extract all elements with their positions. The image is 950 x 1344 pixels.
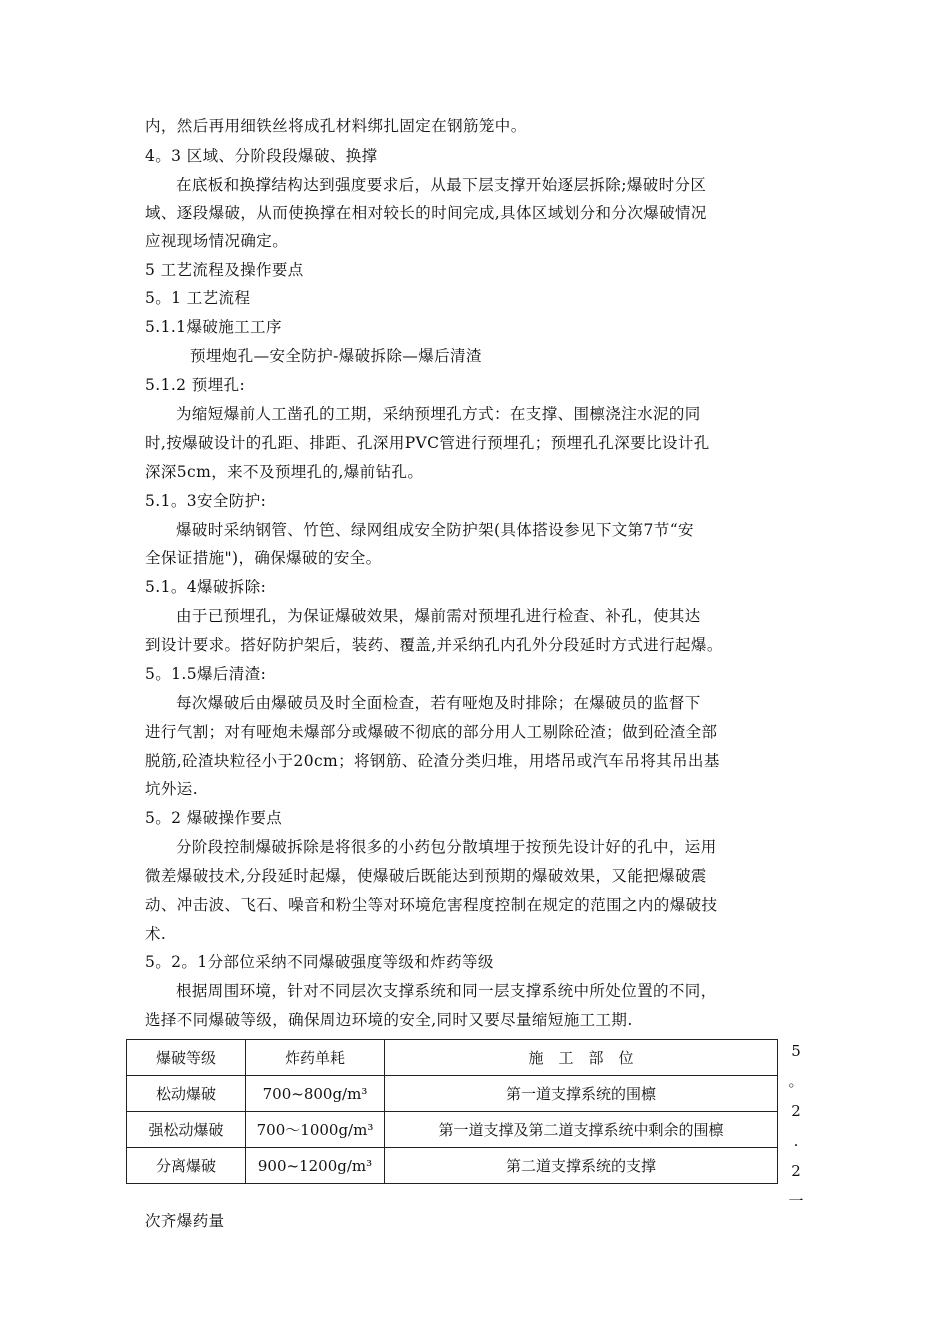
table-header: 炸药单耗 bbox=[246, 1040, 385, 1076]
table-cell: 分离爆破 bbox=[127, 1148, 246, 1184]
paragraph-line: 进行气割；对有哑炮未爆部分或爆破不彻底的部分用人工剔除砼渣；做到砼渣全部 bbox=[145, 723, 718, 741]
paragraph-line: 深深5cm，来不及预埋孔的,爆前钻孔。 bbox=[145, 463, 424, 481]
blasting-grade-table bbox=[126, 1039, 778, 1184]
section-heading: 5.1.2 预埋孔: bbox=[145, 376, 246, 394]
paragraph-line: 为缩短爆前人工凿孔的工期，采纳预埋孔方式：在支撑、围檩浇注水泥的同 bbox=[176, 405, 701, 423]
table-cell: 第一道支撑系统的围檩 bbox=[385, 1076, 778, 1112]
side-note-char: 5 bbox=[791, 1042, 801, 1060]
table-row bbox=[127, 1076, 778, 1112]
section-heading: 5。2。1分部位采纳不同爆破强度等级和炸药等级 bbox=[145, 953, 494, 971]
side-note-char: 一 bbox=[788, 1192, 804, 1210]
table-row bbox=[127, 1148, 778, 1184]
section-heading: 5.1。3安全防护: bbox=[145, 492, 267, 510]
section-heading: 5。2 爆破操作要点 bbox=[145, 809, 283, 827]
paragraph-line: 应视现场情况确定。 bbox=[145, 232, 289, 250]
process-flow-line: 预埋炮孔—安全防护-爆破拆除—爆后清渣 bbox=[190, 347, 482, 365]
vertical-side-note bbox=[786, 1036, 806, 1216]
paragraph-line: 每次爆破后由爆破员及时全面检查，若有哑炮及时排除；在爆破员的监督下 bbox=[176, 694, 701, 712]
table-header-row bbox=[127, 1040, 778, 1076]
section-heading: 5.1.1爆破施工工序 bbox=[145, 318, 282, 336]
table-cell: 700~800g/m³ bbox=[246, 1076, 385, 1112]
paragraph-line: 微差爆破技术,分段延时起爆，使爆破后既能达到预期的爆破效果，又能把爆破震 bbox=[145, 867, 707, 885]
paragraph-line: 脱筋,砼渣块粒径小于20cm；将钢筋、砼渣分类归堆，用塔吊或汽车吊将其吊出基 bbox=[145, 752, 720, 770]
section-heading: 5。1 工艺流程 bbox=[145, 289, 251, 307]
side-note-char: . bbox=[793, 1132, 799, 1150]
section-heading: 5.1。4爆破拆除: bbox=[145, 578, 267, 596]
paragraph-line: 内，然后再用细铁丝将成孔材料绑扎固定在钢筋笼中。 bbox=[145, 117, 527, 135]
side-note-char: 2 bbox=[791, 1102, 801, 1120]
paragraph-line: 在底板和换撑结构达到强度要求后，从最下层支撑开始逐层拆除;爆破时分区 bbox=[176, 176, 707, 194]
paragraph-line: 坑外运. bbox=[145, 780, 199, 798]
section-heading: 5 工艺流程及操作要点 bbox=[145, 261, 304, 279]
side-note-char: 。 bbox=[788, 1072, 804, 1090]
paragraph-line: 时,按爆破设计的孔距、排距、孔深用PVC管进行预埋孔；预埋孔孔深要比设计孔 bbox=[145, 434, 710, 452]
paragraph-line: 域、逐段爆破，从而使换撑在相对较长的时间完成,具体区域划分和分次爆破情况 bbox=[145, 204, 707, 222]
table-cell: 松动爆破 bbox=[127, 1076, 246, 1112]
paragraph-line: 动、冲击波、飞石、噪音和粉尘等对环境危害程度控制在规定的范围之内的爆破技 bbox=[145, 896, 718, 914]
table-cell: 第一道支撑及第二道支撑系统中剩余的围檩 bbox=[385, 1112, 778, 1148]
paragraph-line: 次齐爆药量 bbox=[145, 1212, 225, 1230]
paragraph-line: 全保证措施")，确保爆破的安全。 bbox=[145, 549, 382, 567]
section-heading: 4。3 区域、分阶段段爆破、换撑 bbox=[145, 147, 378, 165]
side-note-char: 2 bbox=[791, 1162, 801, 1180]
table-cell: 900~1200g/m³ bbox=[246, 1148, 385, 1184]
paragraph-line: 术. bbox=[145, 925, 167, 943]
paragraph-line: 选择不同爆破等级，确保周边环境的安全,同时又要尽量缩短施工工期. bbox=[145, 1011, 633, 1029]
section-heading: 5。1.5爆后清渣: bbox=[145, 665, 267, 683]
table-cell: 强松动爆破 bbox=[127, 1112, 246, 1148]
paragraph-line: 由于已预埋孔，为保证爆破效果，爆前需对预埋孔进行检查、补孔，使其达 bbox=[176, 607, 701, 625]
paragraph-line: 到设计要求。搭好防护架后，装药、覆盖,并采纳孔内孔外分段延时方式进行起爆。 bbox=[145, 636, 723, 654]
table-header: 施 工 部 位 bbox=[385, 1040, 778, 1076]
table-cell: 700～1000g/m³ bbox=[246, 1112, 385, 1148]
paragraph-line: 根据周围环境，针对不同层次支撑系统和同一层支撑系统中所处位置的不同， bbox=[176, 982, 717, 1000]
paragraph-line: 爆破时采纳钢管、竹笆、绿网组成安全防护架(具体搭设参见下文第7节“安 bbox=[176, 521, 694, 539]
paragraph-line: 分阶段控制爆破拆除是将很多的小药包分散填埋于按预先设计好的孔中，运用 bbox=[176, 838, 717, 856]
table-cell: 第二道支撑系统的支撑 bbox=[385, 1148, 778, 1184]
table-row bbox=[127, 1112, 778, 1148]
table-header: 爆破等级 bbox=[127, 1040, 246, 1076]
